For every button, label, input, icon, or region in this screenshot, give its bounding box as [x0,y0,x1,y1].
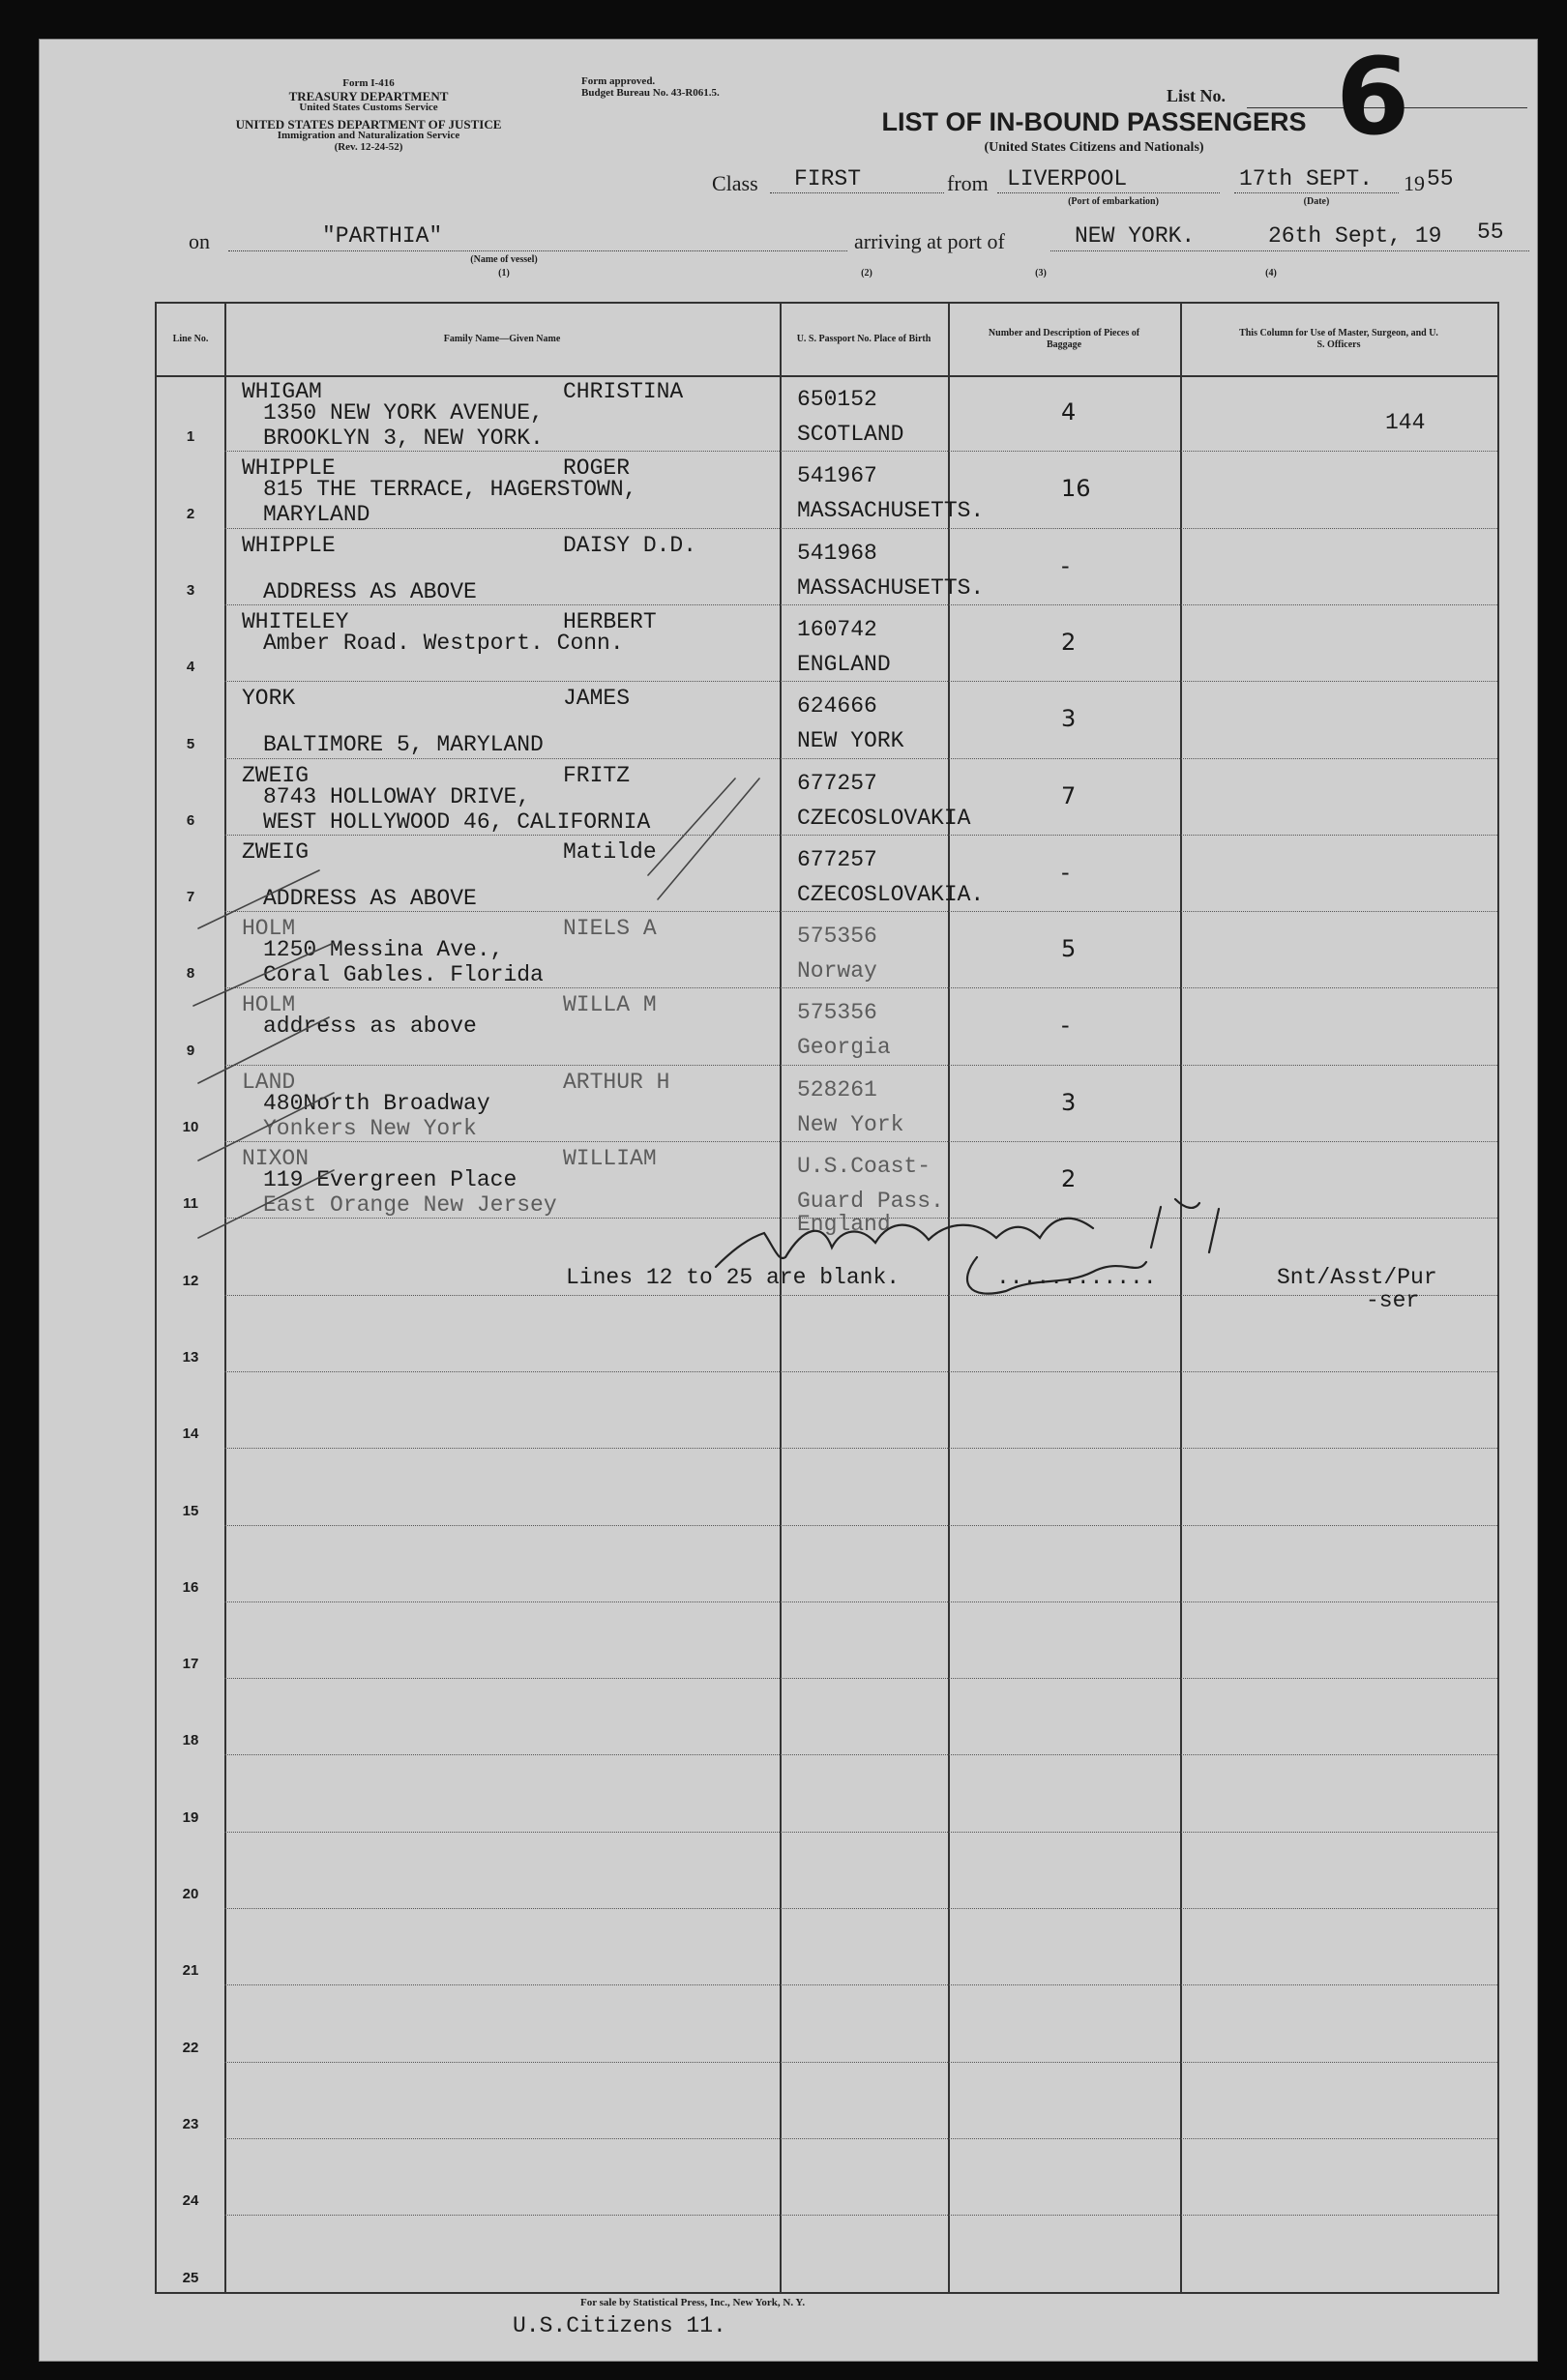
customs-service: United States Customs Service [299,102,438,114]
passenger-family-name: NIXON [242,1146,310,1171]
baggage-count: 16 [1061,475,1091,503]
passenger-address-line2: BROOKLYN 3, NEW YORK. [263,426,544,451]
class-value: FIRST [794,166,862,191]
from-label: from [947,171,989,195]
officer-note: 144 [1385,410,1426,435]
line-number: 10 [182,1119,199,1135]
line-number: 3 [186,581,195,599]
signer-title-cont: -ser [1366,1288,1420,1313]
passenger-given-name: ARTHUR H [563,1069,670,1095]
signature-flourish [967,1257,1146,1294]
line-number: 1 [186,428,195,446]
passenger-given-name: HERBERT [563,608,657,634]
initials-mark [1151,1199,1219,1252]
on-label: on [189,229,210,253]
arrival-year: 55 [1477,220,1504,245]
passport-number: 624666 [797,693,877,720]
place-of-birth-extra: England [797,1212,891,1237]
baggage-count: 3 [1061,1088,1077,1116]
passport-number: 650152 [797,387,877,412]
passenger-address-line2: WEST HOLLYWOOD 46, CALIFORNIA [263,808,651,835]
passenger-address-line1: 1350 NEW YORK AVENUE, [263,400,544,426]
passenger-address-line1: 8743 HOLLOWAY DRIVE, [263,783,531,809]
passport-number: 541967 [797,463,877,489]
check-mark-4 [198,1093,334,1161]
document-title: LIST OF IN-BOUND PASSENGERS [881,107,1307,136]
date-caption: (Date) [1303,196,1330,207]
baggage-count: 5 [1061,935,1077,963]
line-number: 7 [186,889,195,906]
vessel-caption: (Name of vessel) [470,254,538,265]
place-of-birth: CZECOSLOVAKIA. [797,881,985,907]
passenger-given-name: NIELS A [563,916,657,942]
place-of-birth: MASSACHUSETTS. [797,574,985,601]
baggage-count: 2 [1061,628,1077,656]
line-number: 25 [182,2269,199,2286]
line-number: 13 [182,1348,199,1366]
line-number: 9 [186,1042,195,1059]
line-number: 16 [182,1578,199,1596]
line-number: 15 [182,1502,199,1519]
line-number: 18 [182,1732,199,1749]
line-number: 4 [186,659,195,676]
passenger-family-name: YORK [242,686,296,712]
arriving-label: arriving at port of [854,229,1005,253]
passenger-family-name: WHIPPLE [242,532,336,558]
line-number: 5 [186,735,195,752]
check-mark-1 [198,870,319,928]
line-number: 21 [182,1962,199,1980]
header-name: Family Name—Given Name [443,334,561,344]
baggage-count: - [1061,551,1070,579]
citizen-count: U.S.Citizens 11. [513,2313,726,2338]
place-of-birth: SCOTLAND [797,422,904,447]
passenger-family-name: HOLM [242,992,296,1018]
arrival-port: NEW YORK. [1075,223,1196,249]
list-no-label: List No. [1167,86,1227,105]
line-number: 17 [182,1656,199,1673]
baggage-count: - [1061,858,1070,886]
passenger-family-name: WHIGAM [242,379,322,404]
check-mark-2 [193,943,334,1006]
passenger-address-line1: 119 Evergreen Place [263,1167,517,1192]
treasury-department: TREASURY DEPARTMENT [288,88,449,103]
passenger-address-line1: 480North Broadway [263,1090,490,1116]
passenger-given-name: ROGER [563,455,631,482]
header-passport: U. S. Passport No. Place of Birth [796,334,931,344]
column-ref-2: (2) [861,268,872,279]
immigration-service: Immigration and Naturalization Service [277,130,460,142]
vessel-name: "PARTHIA" [322,223,443,249]
baggage-count: 7 [1061,781,1077,809]
check-mark-6 [648,779,735,875]
column-ref-4: (4) [1265,268,1277,279]
passport-number: 677257 [797,846,877,872]
passenger-given-name: Matilde [563,838,657,865]
line-number: 6 [186,811,195,829]
place-of-birth: Georgia [797,1035,891,1061]
signature-stroke [716,1219,1093,1267]
blank-lines-dots: ............ [996,1265,1157,1290]
baggage-count: - [1061,1012,1070,1040]
passenger-family-name: ZWEIG [242,838,310,865]
document-subtitle: (United States Citizens and Nationals) [984,140,1204,155]
line-number: 8 [186,965,195,983]
check-mark-5 [198,1170,334,1238]
line-number: 23 [182,2115,199,2132]
place-of-birth: Guard Pass. [797,1189,944,1214]
baggage-count: 4 [1061,398,1077,426]
justice-department: UNITED STATES DEPARTMENT OF JUSTICE [235,116,502,132]
passport-number: 160742 [797,616,877,642]
passenger-address-line2: MARYLAND [263,502,370,528]
passport-number: 528261 [797,1076,877,1102]
header-baggage: Number and Description of Pieces of Baggage [988,328,1140,350]
passport-number: 575356 [797,1000,877,1026]
place-of-birth: CZECOSLOVAKIA [797,805,971,831]
passenger-given-name: CHRISTINA [563,379,684,404]
place-of-birth: New York [797,1111,904,1137]
passenger-address-line2: ADDRESS AS ABOVE [263,578,477,604]
passenger-family-name: WHITELEY [242,608,349,634]
header-line-no: Line No. [172,334,209,344]
line-number: 22 [182,2039,199,2056]
line-number: 19 [182,1808,199,1826]
place-of-birth: MASSACHUSETTS. [797,498,985,524]
passenger-family-name: HOLM [242,916,296,942]
passenger-address-line2: East Orange New Jersey [263,1192,557,1218]
signer-title: Snt/Asst/Pur [1277,1265,1437,1290]
passport-number: 677257 [797,770,877,796]
list-no-value: 6 [1336,35,1410,159]
line-number: 12 [182,1272,199,1289]
passenger-address-line1: address as above [263,1014,477,1040]
line-number: 24 [182,2192,199,2210]
passenger-address-line1: Amber Road. Westport. Conn. [263,630,624,656]
baggage-count: 2 [1061,1165,1077,1192]
passenger-given-name: JAMES [563,686,631,712]
passenger-given-name: WILLA M [563,992,657,1018]
passenger-family-name: ZWEIG [242,762,310,788]
year-prefix: 19 [1404,171,1425,195]
passenger-family-name: WHIPPLE [242,455,336,482]
budget-bureau: Budget Bureau No. 43-R061.5. [581,86,720,99]
passenger-family-name: LAND [242,1069,296,1095]
passenger-address-line2: BALTIMORE 5, MARYLAND [263,732,544,758]
place-of-birth: Norway [797,958,877,984]
column-ref-1: (1) [498,268,510,279]
column-ref-3: (3) [1035,268,1047,279]
class-label: Class [712,171,758,195]
form-revision: (Rev. 12-24-52) [334,140,403,153]
passport-number: 575356 [797,924,877,950]
passenger-address-line2: ADDRESS AS ABOVE [263,885,477,911]
printer-credit: For sale by Statistical Press, Inc., New York, N. Y. [580,2297,806,2308]
line-number: 11 [183,1195,198,1213]
passenger-address-line1: 1250 Messina Ave., [263,937,504,963]
port-of-embarkation: LIVERPOOL [1007,166,1128,191]
header-officers: This Column for Use of Master, Surgeon, and U. S. Officers [1239,328,1438,350]
form-approved: Form approved. [581,75,656,87]
form-number: Form I-416 [342,77,395,89]
passport-number: U.S.Coast- [797,1154,931,1179]
line-number: 14 [182,1425,199,1443]
line-number: 20 [182,1886,199,1902]
place-of-birth: ENGLAND [797,651,891,677]
check-mark-3 [198,1017,329,1083]
passenger-given-name: DAISY D.D. [563,532,697,558]
passenger-address-line1: 815 THE TERRACE, HAGERSTOWN, [263,477,637,503]
passenger-given-name: FRITZ [563,762,631,788]
passenger-given-name: WILLIAM [563,1146,657,1171]
arrival-date: 26th Sept, 19 [1268,223,1442,249]
place-of-birth: NEW YORK [797,728,904,754]
passport-number: 541968 [797,540,877,566]
year-suffix: 55 [1427,166,1454,191]
line-number: 2 [186,505,195,522]
passenger-address-line2: Yonkers New York [263,1115,477,1141]
check-mark-7 [658,779,759,899]
passenger-address-line2: Coral Gables. Florida [263,962,544,988]
blank-lines-note: Lines 12 to 25 are blank. [566,1265,901,1290]
baggage-count: 3 [1061,705,1077,733]
departure-date: 17th SEPT. [1239,166,1374,191]
embarkation-caption: (Port of embarkation) [1068,196,1159,207]
